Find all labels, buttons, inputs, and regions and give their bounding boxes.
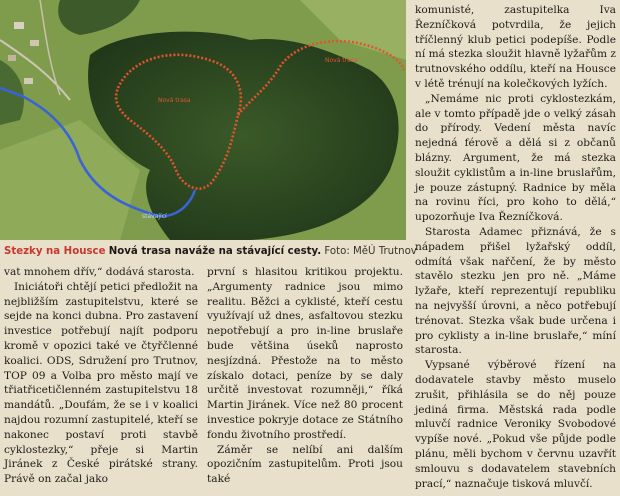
paragraph: vat mnohem dřív,“ dodává starosta.: [4, 266, 195, 278]
paragraph: Iniciátoři chtějí petici předložit na nejbližším zastupitelstvu, které se sejde na konci dubna. Pro zastavení investice potřebují najít podporu kromě v opozici také ve čtyřčlenné koalici. ODS, Sdružení pro Trutnov, TOP 09 a Volba pro město mají ve třiatřicetičlenném zastupitelstvu 18 mandátů. „Doufám, že se i v koalici najdou rozumní zastupitelé, kteří se nakonec postaví proti stavbě cyklostezky,“ přeje si Martin Jiránek z České pirátské strany. Právě on začal jako: [4, 280, 198, 486]
caption-title: Nová trasa naváže na stávající cesty.: [108, 246, 322, 257]
paragraph: komunisté, zastupitelka Iva Řezníčková potvrdila, že jejich tříčlenný klub petici podepíše. Podle ní má stezka sloužit hlavně lyžařům z trutnovského oddílu, kteří na Housce v létě trénují na kolečkových lyžích.: [415, 4, 616, 90]
paragraph: Starosta Adamec přiznává, že s nápadem přišel lyžařský oddíl, odmítá však nařčení, že by město stavělo stezku jen pro ně. „Máme lyžaře, kteří reprezentují republiku na nejvyšší úrovni, a něco potřebují trénovat. Stezka však bude určena i pro cyklisty a in-line bruslaře,“ míní starosta.: [415, 225, 616, 357]
photo-caption: [4, 244, 417, 260]
house: [30, 40, 39, 46]
route-label: Nová trasa: [158, 97, 191, 104]
house: [8, 55, 16, 61]
paragraph: „Nemáme nic proti cyklostezkám, ale v tomto případě jde o velký zásah do přírody. Vedení města navíc nejedná férově a dělá si z občanů blázny. Argument, že má stezka sloužit cyklistům a in-line bruslařům, je pouze zástupný. Radnice by měla na rovinu říci, pro koho to dělá,“ upozorňuje Iva Řezníčková.: [415, 92, 616, 224]
route-label: Nová trasa: [325, 57, 358, 64]
caption-label: Stezky na Housce: [4, 246, 106, 257]
article-column-2: [207, 265, 403, 487]
paragraph: první s hlasitou kritikou projektu. „Argumenty radnice jsou mimo realitu. Běžci a cyklisté, kteří cestu využívají už dnes, asfaltovou stezku nepotřebují a pro in-line bruslaře bude většina úseků naprosto nesjízdná. Přestože na to město získalo dotaci, peníze by se daly určitě investovat rozumněji,“ říká Martin Jiránek. Více než 80 procent investice pokryje dotace ze Státního fondu životního prostředí.: [207, 266, 403, 441]
road-label: stávající: [142, 213, 167, 220]
paragraph: Záměr se nelíbí ani dalším opozičním zastupitelům. Proti jsou také: [207, 443, 403, 486]
article-column-1: [4, 265, 198, 487]
caption-credit: Foto: MěÚ Trutnov: [324, 246, 417, 257]
aerial-photo: [0, 0, 406, 240]
paragraph: Vypsané výběrové řízení na dodavatele stavby město muselo zrušit, přihlásila se do něj pouze jediná firma. Městská rada podle mluvčí radnice Veroniky Svobodové vypíše nové. „Pokud vše půjde podle plánu, měli bychom v červnu uzavřít smlouvu s dodavatelem stavebních prací,“ naznačuje tisková mluvčí.: [415, 359, 616, 490]
article-column-3: [415, 3, 616, 491]
house: [14, 22, 24, 29]
aerial-map-graphic: [0, 0, 406, 240]
house: [24, 78, 33, 84]
